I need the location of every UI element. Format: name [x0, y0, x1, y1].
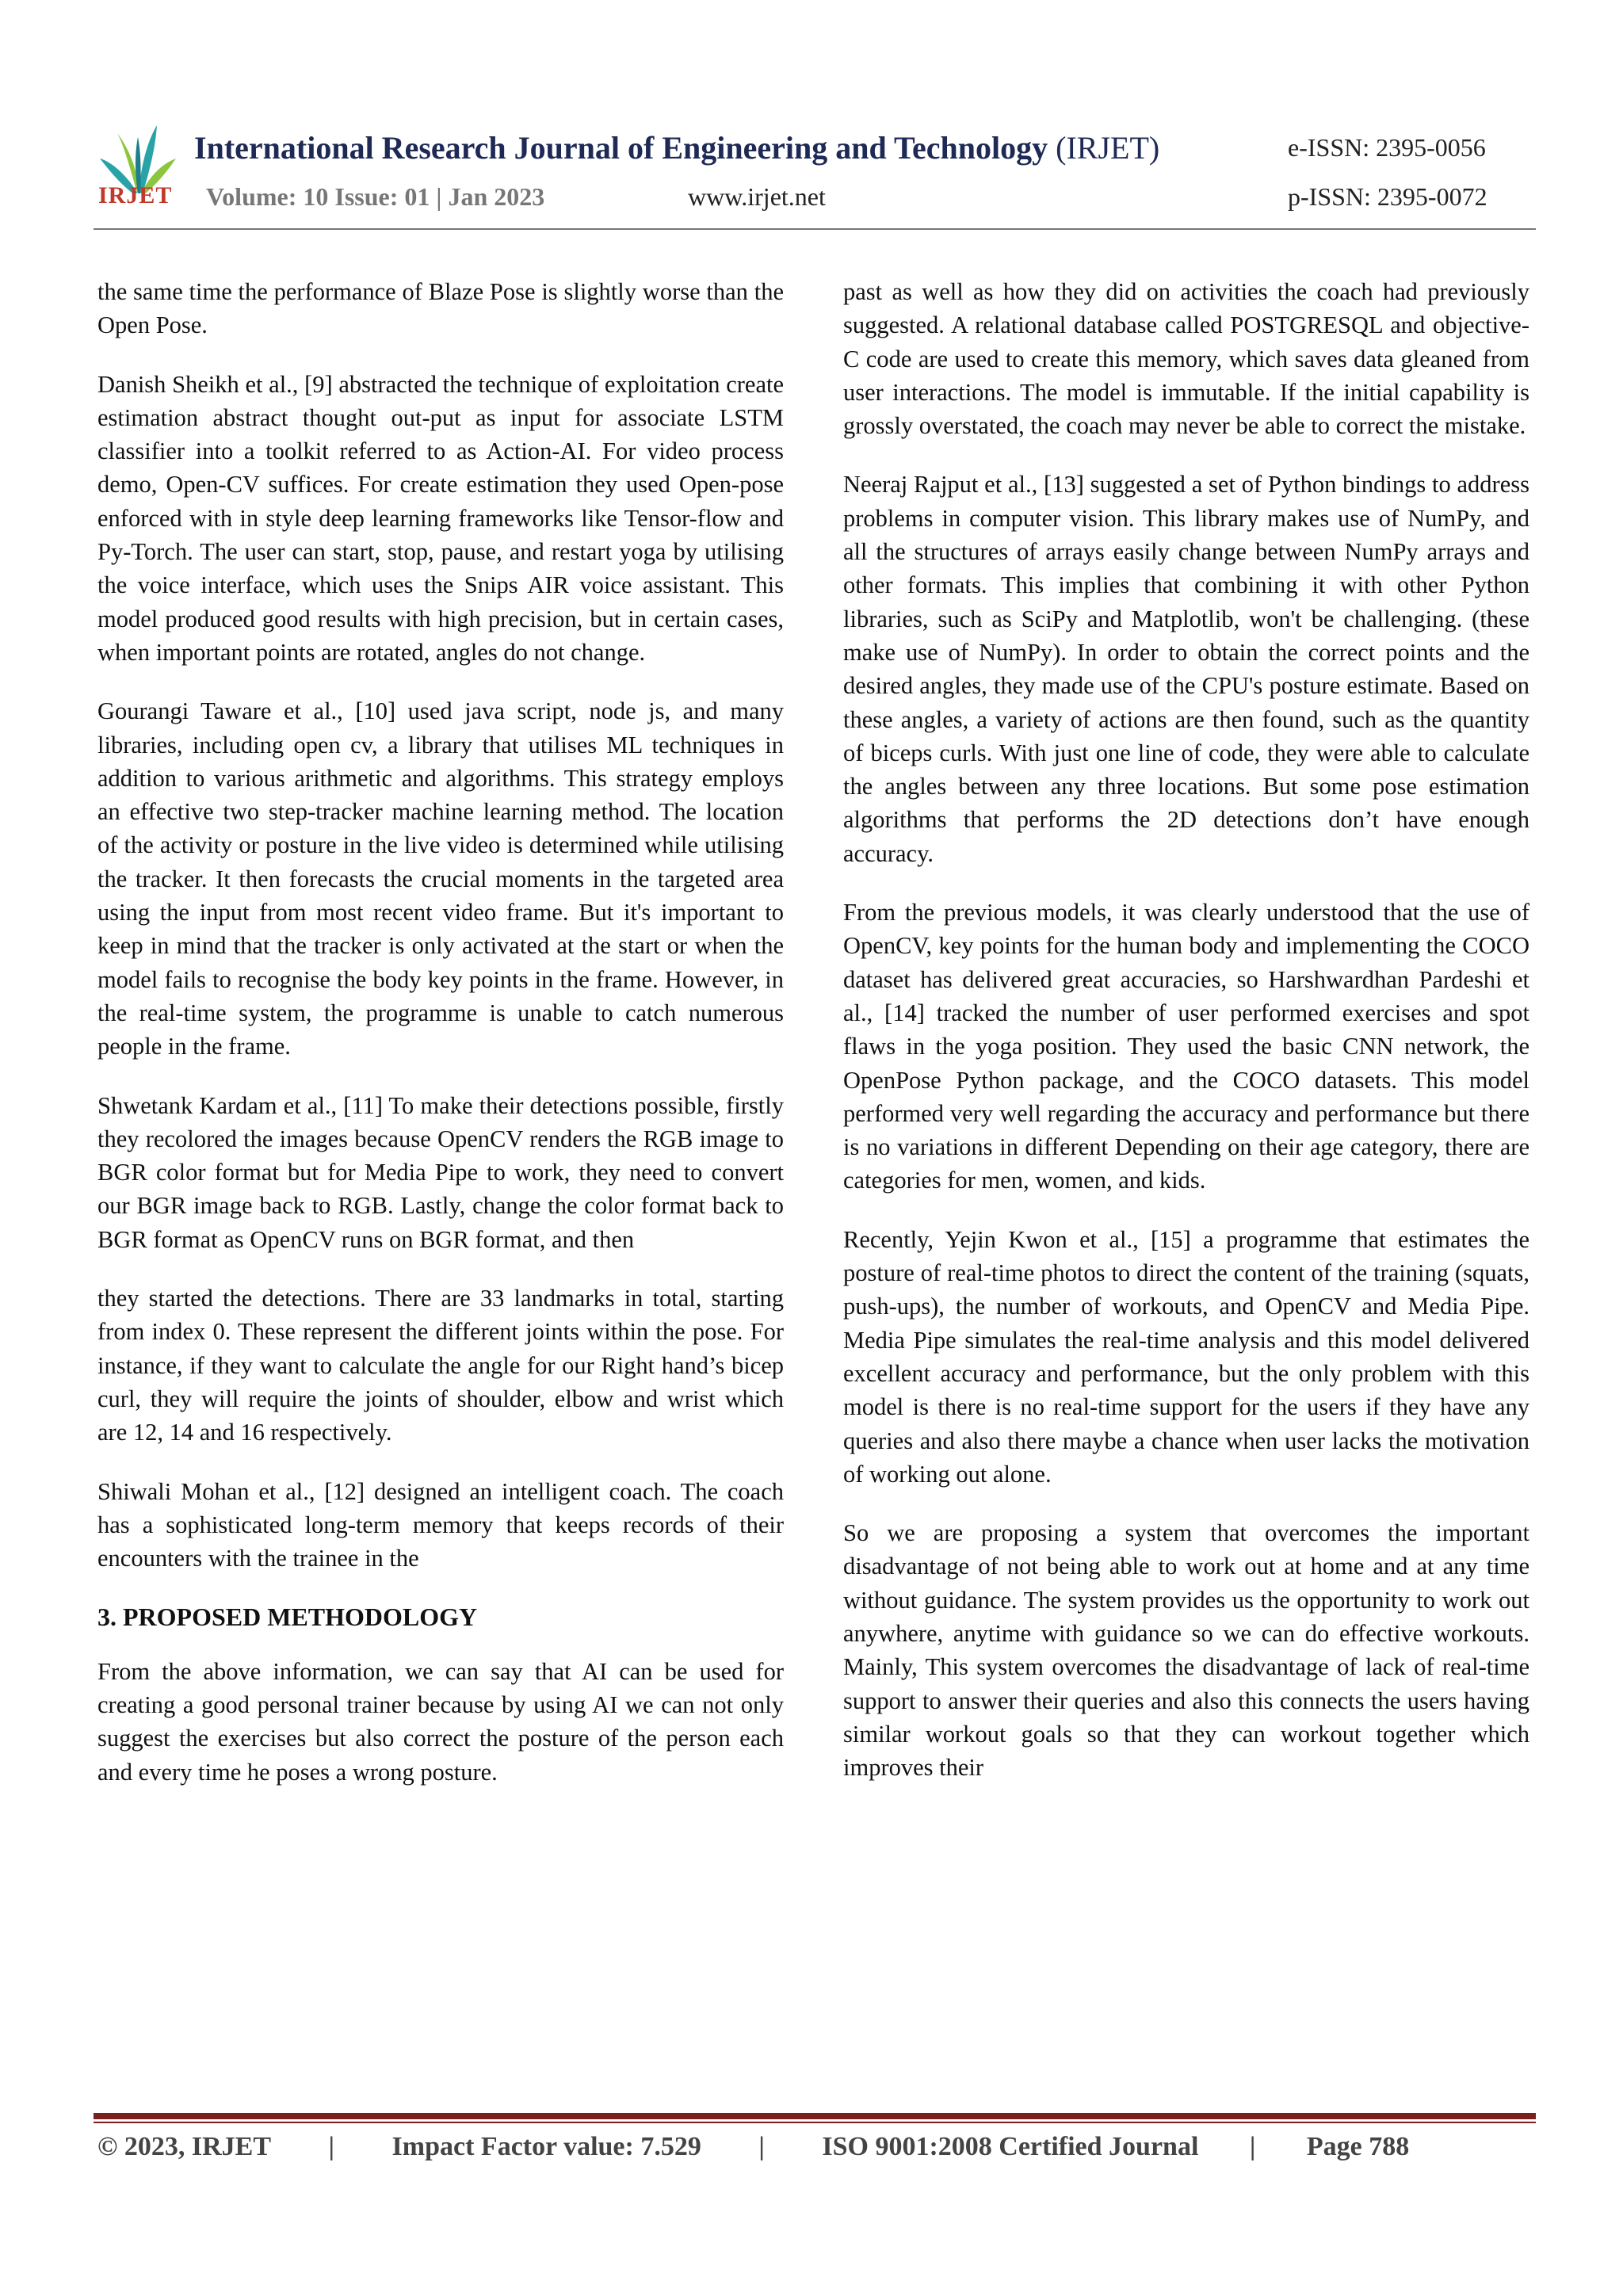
footer-separator: |: [328, 2132, 335, 2161]
paragraph: Neeraj Rajput et al., [13] suggested a set of Python bindings to address problems in computer vision. This library makes use of NumPy, and all the structures of arrays easily change between NumPy arrays and other formats. This implies that combining it with other Python libraries, such as SciPy and Matplotlib, won't be challenging. (these make use of NumPy). In order to obtain the correct points and the desired angles, they made use of the CPU's posture estimate. Based on these angles, a variety of actions are then found, such as the quantity of biceps curls. With just one line of code, they were able to calculate the angles between any three locations. But some pose estimation algorithms that performs the 2D detections don’t have enough accuracy.: [843, 471, 1529, 867]
journal-title: [194, 129, 1159, 166]
page-number: Page 788: [1306, 2132, 1410, 2161]
right-column: [843, 275, 1529, 1809]
paragraph: the same time the performance of Blaze Pose is slightly worse than the Open Pose.: [97, 278, 784, 339]
paragraph: From the previous models, it was clearly understood that the use of OpenCV, key points for the human body and implementing the COCO dataset has delivered great accuracies, so Harshwardhan Pardeshi et al., [14] tracked the number of user performed exercises and spot flaws in the yoga position. They used the basic CNN network, the OpenPose Python package, and the COCO datasets. This model performed very well regarding the accuracy and performance but there is no variations in different Depending on their age category, there are categories for men, women, and kids.: [843, 899, 1529, 1194]
left-column: [97, 275, 784, 1814]
footer-rule-thin: [94, 2122, 1536, 2123]
footer-separator: |: [758, 2132, 765, 2161]
footer-separator: |: [1249, 2132, 1256, 2161]
page-footer: [97, 2132, 1540, 2162]
iso-certification: ISO 9001:2008 Certified Journal: [822, 2132, 1199, 2161]
paragraph: past as well as how they did on activities the coach had previously suggested. A relational database called POSTGRESQL and objective-C code are used to create this memory, which saves data gleaned from user interactions. The model is immutable. If the initial capability is grossly overstated, the coach may never be able to correct the mistake.: [843, 278, 1529, 440]
page-header: [0, 0, 1623, 238]
p-issn: p-ISSN: 2395-0072: [1288, 182, 1487, 211]
paragraph: Shwetank Kardam et al., [11] To make their detections possible, firstly they recolored the images because OpenCV renders the RGB image to BGR color format but for Media Pipe to work, they need to convert our BGR image back to RGB. Lastly, change the color format back to BGR format as OpenCV runs on BGR format, and then: [97, 1091, 784, 1253]
paragraph: Danish Sheikh et al., [9] abstracted the technique of exploitation create estimation abstract thought out-put as input for associate LSTM classifier into a toolkit referred to as Action-AI. For video process demo, Open-CV suffices. For create estimation they used Open-pose enforced with in style deep learning frameworks like Tensor-flow and Py-Torch. The user can start, stop, pause, and restart yoga by utilising the voice interface, which uses the Snips AIR voice assistant. This model produced good results with high precision, but in certain cases, when important points are rotated, angles do not change.: [97, 370, 784, 666]
paragraph: Shiwali Mohan et al., [12] designed an intelligent coach. The coach has a sophisticated long-term memory that keeps records of their encounters with the trainee in the: [97, 1477, 784, 1572]
journal-name: International Research Journal of Engineering and Technology: [194, 130, 1048, 166]
journal-abbr: (IRJET): [1056, 130, 1160, 166]
paragraph: From the above information, we can say that AI can be used for creating a good personal trainer because by using AI we can not only suggest the exercises but also correct the posture of the person each and every time he poses a wrong posture.: [97, 1657, 784, 1786]
section-heading: 3. PROPOSED METHODOLOGY: [97, 1603, 478, 1632]
footer-rule-thick: [94, 2113, 1536, 2119]
paragraph: Gourangi Taware et al., [10] used java script, node js, and many libraries, including open cv, a library that utilises ML techniques in addition to various arithmetic and algorithms. This strategy employs an effective two step-tracker machine learning method. The location of the activity or posture in the live video is determined while utilising the tracker. It then forecasts the crucial moments in the targeted area using the input from most recent video frame. But it's important to keep in mind that the tracker is only activated at the start or when the model fails to recognise the body key points in the frame. However, in the real-time system, the programme is unable to catch numerous people in the frame.: [97, 697, 784, 1060]
paragraph: they started the detections. There are 33 landmarks in total, starting from index 0. These represent the different joints within the pose. For instance, if they want to calculate the angle for our Right hand’s bicep curl, they will require the joints of shoulder, elbow and wrist which are 12, 14 and 16 respectively.: [97, 1285, 784, 1446]
volume-issue: Volume: 10 Issue: 01 | Jan 2023: [206, 182, 545, 211]
journal-website[interactable]: www.irjet.net: [688, 182, 826, 211]
impact-factor: Impact Factor value: 7.529: [391, 2132, 701, 2161]
header-divider: [94, 228, 1536, 230]
copyright: © 2023, IRJET: [97, 2132, 272, 2161]
paragraph: So we are proposing a system that overcomes the important disadvantage of not being able to work out at home and at any time without guidance. The system provides us the opportunity to work out anywhere, anytime with guidance so we can do effective workouts. Mainly, This system overcomes the disadvantage of lack of real-time support to answer their queries and also this connects the users having similar workout goals so that they can workout together which improves their: [843, 1519, 1529, 1782]
e-issn: e-ISSN: 2395-0056: [1288, 133, 1486, 162]
logo-text: IRJET: [98, 182, 173, 208]
paragraph: Recently, Yejin Kwon et al., [15] a programme that estimates the posture of real-time photos to direct the content of the training (squats, push-ups), the number of workouts, and OpenCV and Media Pipe. Media Pipe simulates the real-time analysis and this model delivered excellent accuracy and performance, but the only problem with this model is there is no real-time support for the users if they have any queries and also there maybe a chance when user lacks the motivation of working out alone.: [843, 1225, 1529, 1488]
